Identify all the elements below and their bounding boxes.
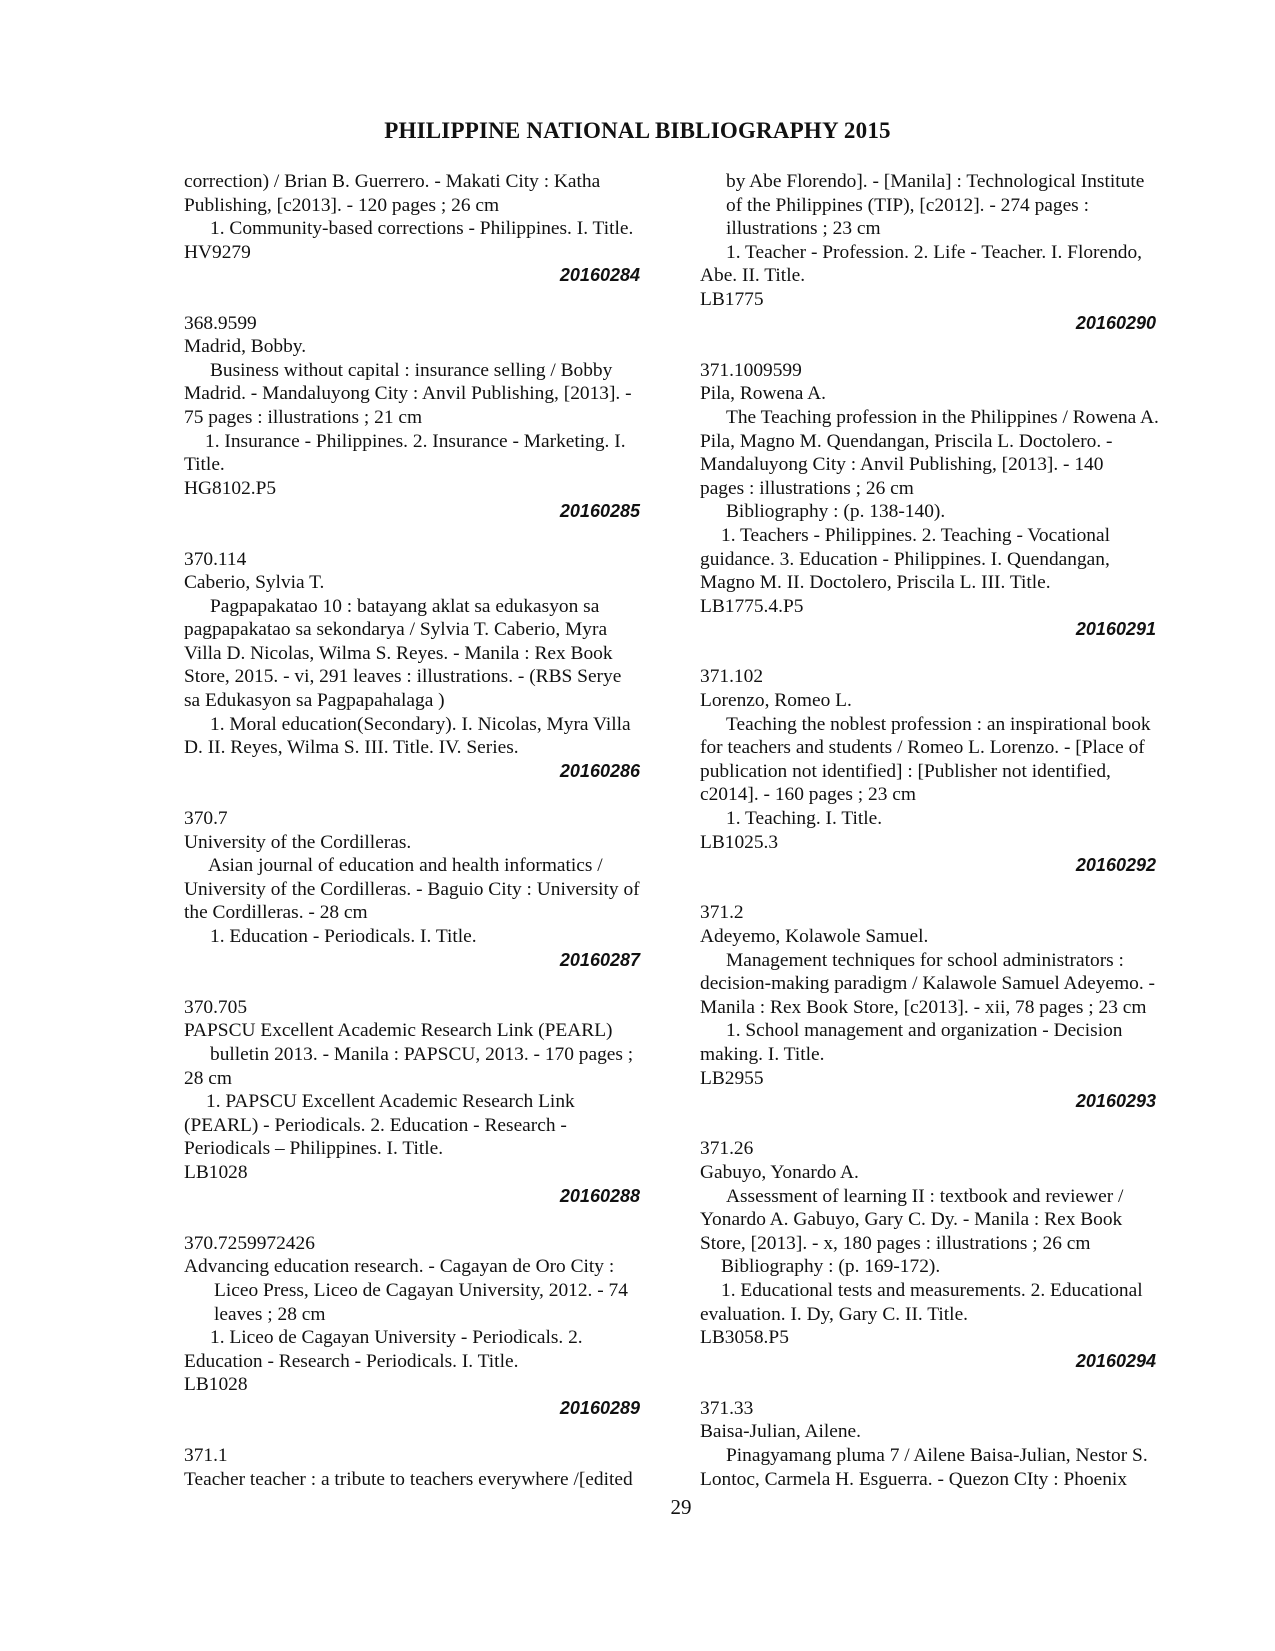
entry-line: LB1775.4.P5 xyxy=(700,595,804,617)
entry-line: Baisa-Julian, Ailene. xyxy=(700,1421,862,1443)
entry-line: guidance. 3. Education - Philippines. I. Quendangan, xyxy=(700,548,1110,570)
entry-line: Gabuyo, Yonardo A. xyxy=(700,1161,859,1183)
entry-line: 1. Liceo de Cagayan University - Periodicals. 2. xyxy=(210,1327,583,1349)
entry-line: of the Philippines (TIP), [c2012]. - 274 pages : xyxy=(726,194,1089,216)
entry-line: pagpapakatao sa sekondarya / Sylvia T. Caberio, Myra xyxy=(184,619,608,641)
accession-number: 20160288 xyxy=(559,1185,640,1206)
entry-line: correction) / Brian B. Guerrero. - Makati City : Katha xyxy=(184,171,601,192)
entry-line: Abe. II. Title. xyxy=(700,265,806,287)
entry-line: Bibliography : (p. 138-140). xyxy=(726,501,946,523)
entry-line: 370.705 xyxy=(184,996,248,1018)
entry-line: Business without capital : insurance selling / Bobby xyxy=(210,359,613,381)
entry-line: 371.2 xyxy=(700,902,744,924)
entry-line: (PEARL) - Periodicals. 2. Education - Research - xyxy=(184,1114,567,1136)
entry-line: Adeyemo, Kolawole Samuel. xyxy=(700,926,929,947)
entry-line: Caberio, Sylvia T. xyxy=(184,572,325,594)
accession-number: 20160286 xyxy=(559,760,640,781)
entry-line: Teaching the noblest profession : an inspirational book xyxy=(726,713,1151,735)
entry-line: 1. Teaching. I. Title. xyxy=(726,808,883,830)
entry-line: evaluation. I. Dy, Gary C. II. Title. xyxy=(700,1303,969,1325)
accession-number: 20160291 xyxy=(1075,619,1156,640)
entry-line: 370.7259972426 xyxy=(184,1232,315,1254)
entry-line: illustrations ; 23 cm xyxy=(726,218,881,240)
entry-spacer xyxy=(184,524,674,548)
entry-line: 368.9599 xyxy=(184,312,257,334)
entry-spacer xyxy=(700,1114,1190,1138)
entry-spacer xyxy=(184,783,674,807)
entry-line: LB2955 xyxy=(700,1067,764,1089)
accession-number: 20160290 xyxy=(1075,312,1156,333)
entry-line: 1. Moral education(Secondary). I. Nicolas, Myra Villa xyxy=(210,713,631,735)
entry-line: PAPSCU Excellent Academic Research Link (PEARL) xyxy=(184,1020,613,1042)
entry-line: Manila : Rex Book Store, [c2013]. - xii, 78 pages ; 23 cm xyxy=(700,996,1147,1018)
entry-line: Lorenzo, Romeo L. xyxy=(700,690,852,712)
entry-line: LB1028 xyxy=(184,1374,248,1396)
entry-line: Assessment of learning II : textbook and reviewer / xyxy=(726,1185,1124,1207)
entry-line: 370.7 xyxy=(184,808,228,830)
accession-number: 20160293 xyxy=(1075,1091,1156,1112)
page-number: 29 xyxy=(670,1495,692,1519)
entry-line: Pila, Rowena A. xyxy=(700,383,827,405)
entry-line: decision-making paradigm / Kalawole Samuel Adeyemo. - xyxy=(700,973,1156,995)
left-column xyxy=(184,170,674,1491)
entry-line: 28 cm xyxy=(184,1067,232,1089)
entry-line: c2014]. - 160 pages ; 23 cm xyxy=(700,784,916,806)
entry-line: Magno M. II. Doctolero, Priscila L. III. Title. xyxy=(700,572,1051,594)
entry-line: Madrid, Bobby. xyxy=(184,336,307,358)
entry-spacer xyxy=(184,288,674,312)
entry-line: Lontoc, Carmela H. Esguerra. - Quezon CIty : Phoenix xyxy=(700,1468,1128,1490)
page-title: PHILIPPINE NATIONAL BIBLIOGRAPHY 2015 xyxy=(384,118,891,143)
entry-line: 371.26 xyxy=(700,1138,754,1160)
entry-line: pages : illustrations ; 26 cm xyxy=(700,477,914,499)
entry-line: 1. PAPSCU Excellent Academic Research Link xyxy=(206,1091,575,1113)
entry-line: HV9279 xyxy=(184,241,251,263)
entry-line: 1. Community-based corrections - Philippines. I. Title. xyxy=(210,218,634,240)
accession-number: 20160287 xyxy=(559,949,640,970)
entry-line: making. I. Title. xyxy=(700,1043,825,1065)
entry-line: 1. Insurance - Philippines. 2. Insurance - Marketing. I. xyxy=(205,430,626,452)
entry-line: 1. Teachers - Philippines. 2. Teaching - Vocational xyxy=(721,524,1110,546)
accession-number: 20160292 xyxy=(1075,855,1156,876)
accession-number: 20160294 xyxy=(1075,1350,1156,1371)
entry-line: 371.33 xyxy=(700,1397,754,1419)
accession-number: 20160285 xyxy=(559,501,640,522)
entry-line: Store, 2015. - vi, 291 leaves : illustrations. - (RBS Serye xyxy=(184,666,622,688)
entry-line: 1. Teacher - Profession. 2. Life - Teacher. I. Florendo, xyxy=(726,241,1143,263)
entry-line: University of the Cordilleras. - Baguio City : University of xyxy=(184,878,640,900)
entry-line: Education - Research - Periodicals. I. Title. xyxy=(184,1350,519,1372)
entry-line: HG8102.P5 xyxy=(184,477,277,499)
entry-line: 1. School management and organization - Decision xyxy=(726,1020,1123,1042)
entry-spacer xyxy=(184,1420,674,1444)
entry-line: Periodicals – Philippines. I. Title. xyxy=(184,1138,444,1160)
entry-spacer xyxy=(700,642,1190,666)
entry-line: 1. Educational tests and measurements. 2. Educational xyxy=(721,1279,1143,1301)
entry-line: D. II. Reyes, Wilma S. III. Title. IV. Series. xyxy=(184,737,519,759)
entry-line: 371.102 xyxy=(700,666,764,688)
entry-spacer xyxy=(700,1373,1190,1397)
entry-line: Teacher teacher : a tribute to teachers everywhere /[edited xyxy=(184,1468,633,1490)
entry-line: Management techniques for school administrators : xyxy=(726,949,1124,971)
entry-line: LB1028 xyxy=(184,1161,248,1183)
entry-spacer xyxy=(184,1208,674,1232)
entry-line: Liceo Press, Liceo de Cagayan University, 2012. - 74 xyxy=(214,1279,628,1301)
entry-line: Pila, Magno M. Quendangan, Priscila L. Doctolero. - xyxy=(700,430,1113,452)
entry-line: 75 pages : illustrations ; 21 cm xyxy=(184,406,423,428)
right-column xyxy=(700,170,1190,1491)
entry-line: sa Edukasyon sa Pagpapahalaga ) xyxy=(184,690,445,712)
entry-line: Villa D. Nicolas, Wilma S. Reyes. - Manila : Rex Book xyxy=(184,642,613,664)
entry-line: by Abe Florendo]. - [Manila] : Technological Institute xyxy=(726,171,1145,192)
entry-line: leaves ; 28 cm xyxy=(214,1303,326,1325)
entry-line: LB1775 xyxy=(700,288,764,310)
entry-line: Publishing, [c2013]. - 120 pages ; 26 cm xyxy=(184,194,500,216)
entry-line: 370.114 xyxy=(184,548,247,570)
entry-line: Advancing education research. - Cagayan de Oro City : xyxy=(184,1256,615,1278)
entry-line: 371.1 xyxy=(184,1445,228,1467)
entry-line: for teachers and students / Romeo L. Lorenzo. - [Place of xyxy=(700,737,1145,759)
entry-spacer xyxy=(700,335,1190,359)
entry-line: the Cordilleras. - 28 cm xyxy=(184,902,368,924)
entry-line: Asian journal of education and health informatics / xyxy=(208,855,603,877)
entry-line: LB3058.P5 xyxy=(700,1327,789,1349)
entry-spacer xyxy=(184,972,674,996)
entry-line: LB1025.3 xyxy=(700,831,779,853)
entry-line: University of the Cordilleras. xyxy=(184,831,412,853)
entry-line: Mandaluyong City : Anvil Publishing, [2013]. - 140 xyxy=(700,454,1104,476)
entry-spacer xyxy=(700,878,1190,902)
entry-line: Pagpapakatao 10 : batayang aklat sa edukasyon sa xyxy=(210,595,600,617)
entry-line: Bibliography : (p. 169-172). xyxy=(721,1256,941,1278)
accession-number: 20160284 xyxy=(559,265,640,286)
entry-line: 371.1009599 xyxy=(700,359,802,381)
entry-line: publication not identified] : [Publisher not identified, xyxy=(700,760,1111,782)
entry-line: Madrid. - Mandaluyong City : Anvil Publishing, [2013]. - xyxy=(184,383,632,405)
entry-line: bulletin 2013. - Manila : PAPSCU, 2013. - 170 pages ; xyxy=(210,1043,634,1065)
entry-line: Yonardo A. Gabuyo, Gary C. Dy. - Manila : Rex Book xyxy=(700,1209,1123,1231)
entry-line: 1. Education - Periodicals. I. Title. xyxy=(210,926,477,947)
entry-line: The Teaching profession in the Philippines / Rowena A. xyxy=(726,406,1159,428)
entry-line: Store, [2013]. - x, 180 pages : illustrations ; 26 cm xyxy=(700,1232,1091,1254)
entry-line: Title. xyxy=(184,454,225,476)
accession-number: 20160289 xyxy=(559,1397,640,1418)
entry-line: Pinagyamang pluma 7 / Ailene Baisa-Julian, Nestor S. xyxy=(726,1445,1148,1467)
